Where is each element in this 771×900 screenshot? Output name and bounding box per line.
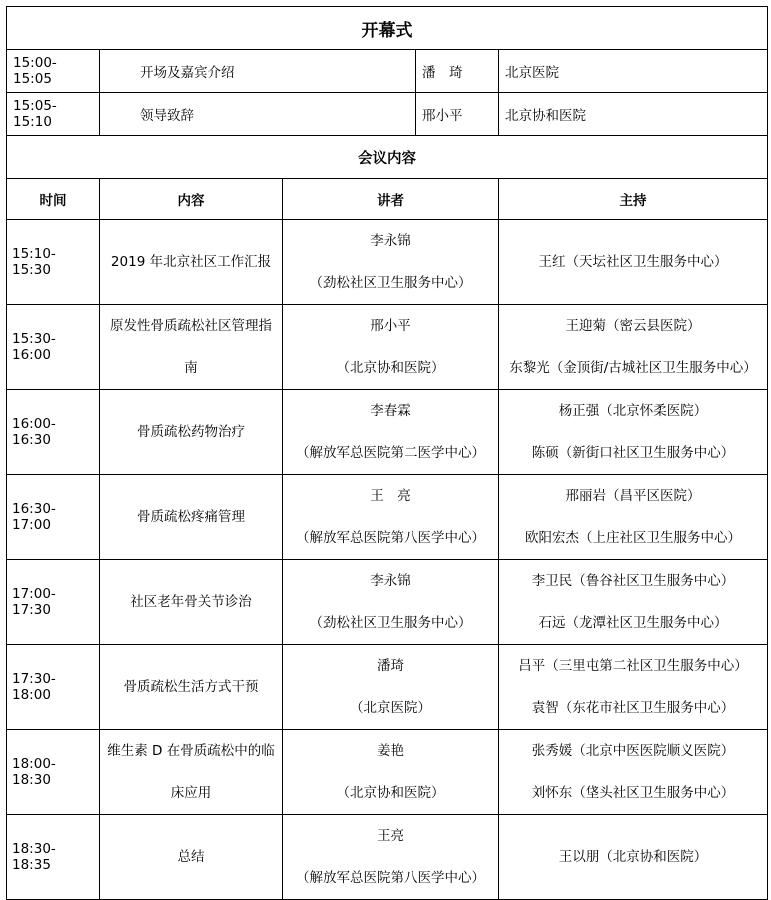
speaker-affiliation: （北京协和医院） — [336, 360, 445, 376]
schedule-table — [6, 6, 768, 900]
agenda-speaker — [283, 390, 499, 475]
agenda-topic-line: 床应用 — [170, 785, 212, 801]
opening-time: 15:00-15:05 — [7, 50, 100, 93]
host-entry: 刘怀东（垡头社区卫生服务中心） — [531, 785, 735, 801]
agenda-topic — [100, 305, 283, 390]
agenda-row — [7, 475, 768, 560]
host-entry: 王红（天坛社区卫生服务中心） — [538, 254, 728, 270]
agenda-topic — [100, 390, 283, 475]
host-entry: 王以朋（北京协和医院） — [558, 849, 708, 865]
agenda-topic-line: 2019 年北京社区工作汇报 — [110, 254, 272, 270]
agenda-host — [499, 390, 768, 475]
host-entry: 吕平（三里屯第二社区卫生服务中心） — [518, 658, 748, 674]
speaker-name: 姜艳 — [377, 743, 404, 759]
opening-org: 北京协和医院 — [499, 93, 768, 136]
agenda-time: 18:00-18:30 — [7, 730, 100, 815]
agenda-row — [7, 815, 768, 900]
speaker-affiliation: （解放军总医院第八医学中心） — [296, 530, 485, 546]
opening-person: 潘 琦 — [416, 50, 499, 93]
agenda-time: 15:30-16:00 — [7, 305, 100, 390]
schedule-wrapper — [6, 6, 767, 900]
header-speaker: 讲者 — [283, 179, 499, 220]
agenda-topic-line: 南 — [184, 360, 198, 376]
agenda-host — [499, 475, 768, 560]
agenda-speaker — [283, 305, 499, 390]
agenda-topic-line: 总结 — [177, 849, 205, 865]
speaker-affiliation: （劲松社区卫生服务中心） — [309, 275, 472, 291]
speaker-name: 李永锦 — [370, 573, 411, 589]
opening-row — [7, 50, 768, 93]
header-content: 内容 — [100, 179, 283, 220]
agenda-row — [7, 730, 768, 815]
speaker-name: 李春霖 — [370, 403, 411, 419]
agenda-row — [7, 305, 768, 390]
opening-row — [7, 93, 768, 136]
header-time: 时间 — [7, 179, 100, 220]
speaker-name: 李永锦 — [370, 233, 411, 249]
agenda-host — [499, 560, 768, 645]
opening-org: 北京医院 — [499, 50, 768, 93]
host-entry: 杨正强（北京怀柔医院） — [558, 403, 708, 419]
agenda-time: 17:00-17:30 — [7, 560, 100, 645]
agenda-host — [499, 645, 768, 730]
agenda-host — [499, 815, 768, 900]
host-entry: 袁智（东花市社区卫生服务中心） — [531, 700, 735, 716]
agenda-speaker — [283, 645, 499, 730]
agenda-time: 17:30-18:00 — [7, 645, 100, 730]
agenda-topic — [100, 815, 283, 900]
agenda-topic-line: 骨质疏松药物治疗 — [137, 424, 245, 440]
agenda-topic — [100, 560, 283, 645]
agenda-speaker — [283, 560, 499, 645]
agenda-row — [7, 390, 768, 475]
agenda-speaker — [283, 815, 499, 900]
agenda-time: 16:30-17:00 — [7, 475, 100, 560]
opening-title: 开幕式 — [7, 7, 768, 50]
agenda-time: 15:10-15:30 — [7, 220, 100, 305]
speaker-name: 王亮 — [377, 828, 404, 844]
host-entry: 陈硕（新街口社区卫生服务中心） — [531, 445, 735, 461]
host-entry: 张秀媛（北京中医医院顺义医院） — [531, 743, 735, 759]
agenda-host — [499, 305, 768, 390]
opening-item: 领导致辞 — [100, 93, 416, 136]
host-entry: 邢丽岩（昌平区医院） — [565, 488, 701, 504]
agenda-topic-line: 骨质疏松疼痛管理 — [137, 509, 245, 525]
agenda-speaker — [283, 730, 499, 815]
agenda-row — [7, 560, 768, 645]
agenda-speaker — [283, 475, 499, 560]
agenda-host — [499, 730, 768, 815]
agenda-row — [7, 645, 768, 730]
agenda-topic-line: 骨质疏松生活方式干预 — [123, 679, 259, 695]
table-header-row — [7, 179, 768, 220]
agenda-time: 16:00-16:30 — [7, 390, 100, 475]
host-entry: 东黎光（金顶街/古城社区卫生服务中心） — [509, 360, 757, 376]
meeting-title-row — [7, 136, 768, 179]
speaker-name: 邢小平 — [370, 318, 411, 334]
agenda-time: 18:30-18:35 — [7, 815, 100, 900]
host-entry: 王迎菊（密云县医院） — [565, 318, 701, 334]
speaker-affiliation: （北京协和医院） — [336, 785, 445, 801]
speaker-affiliation: （解放军总医院第八医学中心） — [296, 870, 485, 886]
host-entry: 李卫民（鲁谷社区卫生服务中心） — [531, 573, 735, 589]
speaker-affiliation: （北京医院） — [350, 700, 431, 716]
agenda-row — [7, 220, 768, 305]
agenda-speaker — [283, 220, 499, 305]
header-host: 主持 — [499, 179, 768, 220]
agenda-topic-line: 维生素 D 在骨质疏松中的临 — [107, 743, 275, 759]
agenda-topic — [100, 475, 283, 560]
schedule-body — [7, 7, 768, 900]
agenda-topic — [100, 220, 283, 305]
agenda-topic — [100, 645, 283, 730]
host-entry: 欧阳宏杰（上庄社区卫生服务中心） — [525, 530, 741, 546]
speaker-affiliation: （劲松社区卫生服务中心） — [309, 615, 472, 631]
opening-item: 开场及嘉宾介绍 — [100, 50, 416, 93]
agenda-host — [499, 220, 768, 305]
agenda-topic-line: 原发性骨质疏松社区管理指 — [110, 318, 272, 334]
opening-time: 15:05-15:10 — [7, 93, 100, 136]
speaker-name: 潘琦 — [377, 658, 404, 674]
opening-person: 邢小平 — [416, 93, 499, 136]
host-entry: 石远（龙潭社区卫生服务中心） — [538, 615, 728, 631]
meeting-title: 会议内容 — [7, 136, 768, 179]
agenda-topic-line: 社区老年骨关节诊治 — [130, 594, 252, 610]
speaker-name: 王 亮 — [370, 488, 411, 504]
agenda-topic — [100, 730, 283, 815]
speaker-affiliation: （解放军总医院第二医学中心） — [296, 445, 485, 461]
